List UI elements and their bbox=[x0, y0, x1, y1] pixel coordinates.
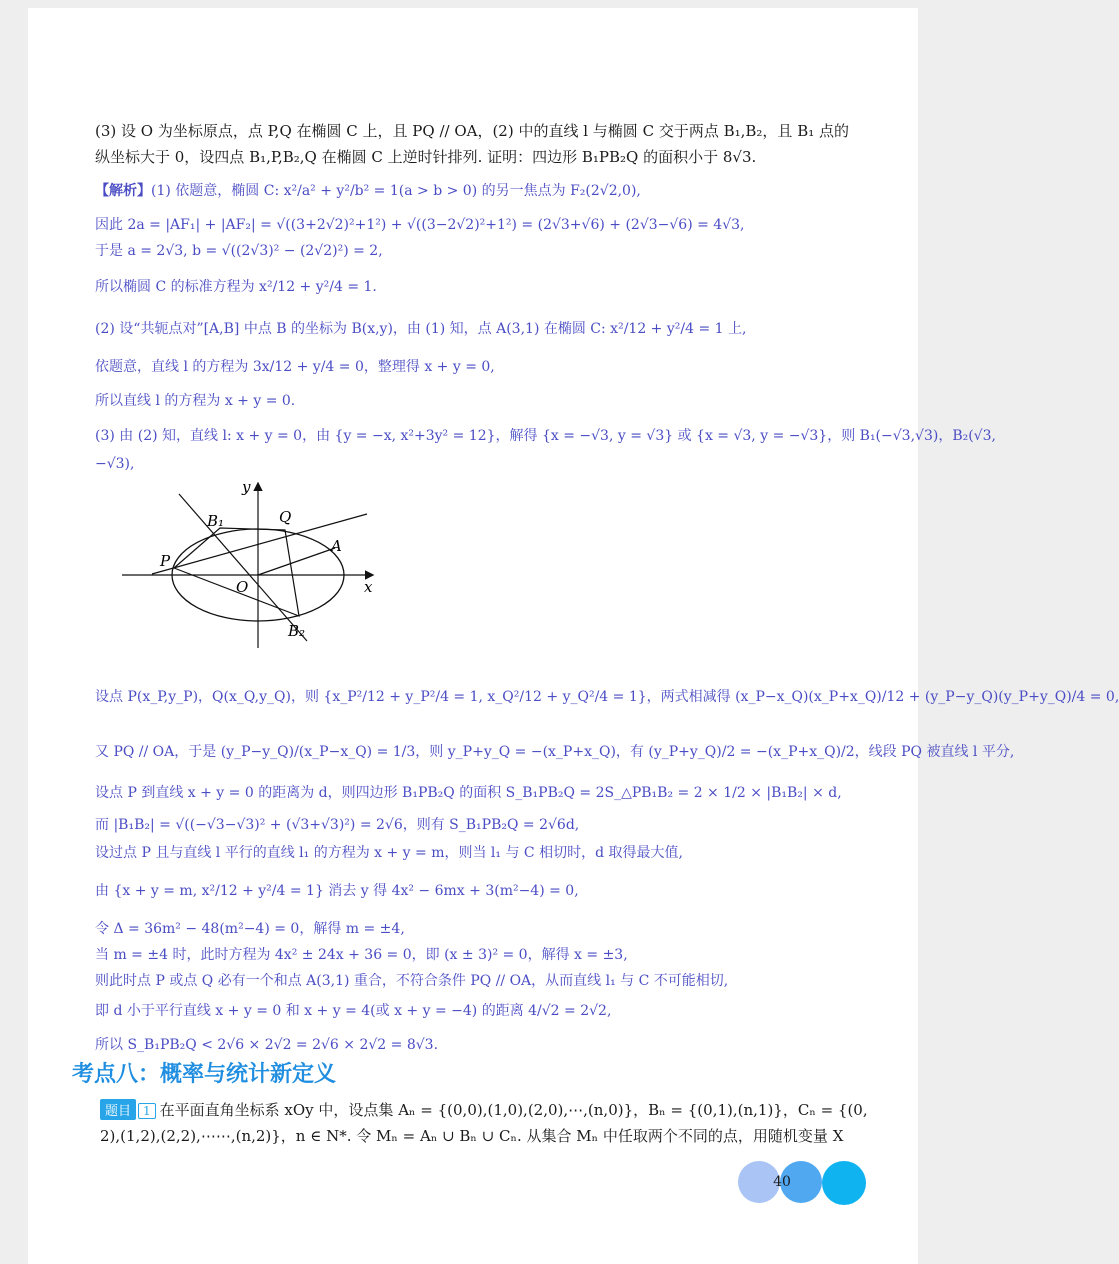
problem-line-1: (3) 设 O 为坐标原点，点 P,Q 在椭圆 C 上，且 PQ // OA，(2) 中的直线 l 与椭圆 C 交于两点 B₁,B₂，且 B₁ 点的 bbox=[95, 122, 849, 140]
label-b1: B₁ bbox=[207, 512, 225, 530]
solution-line-9: −√3), bbox=[95, 456, 135, 472]
solution-line-5: (2) 设“共轭点对”[A,B] 中点 B 的坐标为 B(x,y)，由 (1) 知，点 A(3,1) 在椭圆 C: x²/12 + y²/4 = 1 上, bbox=[95, 321, 747, 337]
label-q: Q bbox=[279, 508, 292, 526]
solution-line-12: 设点 P 到直线 x + y = 0 的距离为 d，则四边形 B₁PB₂Q 的面积 S_B₁PB₂Q = 2S_△PB₁B₂ = 2 × 1/2 × |B₁B₂| × d, bbox=[95, 785, 842, 801]
page-circle-right bbox=[822, 1161, 866, 1205]
label-b2: B₂ bbox=[288, 622, 306, 640]
label-a: A bbox=[331, 537, 342, 555]
question-line-1-text: 在平面直角坐标系 xOy 中，设点集 Aₙ = {(0,0),(1,0),(2,0),⋯,(n,0)}，Bₙ = {(0,1),(n,1)}，Cₙ = {(0, bbox=[159, 1101, 868, 1119]
solution-line-13: 而 |B₁B₂| = √((−√3−√3)² + (√3+√3)²) = 2√6，则有 S_B₁PB₂Q = 2√6d, bbox=[95, 817, 580, 833]
solution-line-4: 所以椭圆 C 的标准方程为 x²/12 + y²/4 = 1. bbox=[95, 279, 377, 295]
label-y: y bbox=[242, 478, 251, 496]
ellipse-figure bbox=[92, 476, 382, 661]
solution-line-14: 设过点 P 且与直线 l 平行的直线 l₁ 的方程为 x + y = m，则当 l₁ 与 C 相切时，d 取得最大值, bbox=[95, 845, 683, 861]
segment-oa bbox=[258, 548, 335, 575]
solution-line-16: 令 Δ = 36m² − 48(m²−4) = 0，解得 m = ±4, bbox=[95, 921, 405, 937]
solution-line-1 bbox=[95, 180, 885, 200]
problem-line-2: 纵坐标大于 0，设四点 B₁,P,B₂,Q 在椭圆 C 上逆时针排列. 证明：四边形 B₁PB₂Q 的面积小于 8√3. bbox=[95, 148, 757, 166]
analysis-tag: 【解析】 bbox=[95, 183, 151, 199]
solution-line-18: 则此时点 P 或点 Q 必有一个和点 A(3,1) 重合，不符合条件 PQ // OA，从而直线 l₁ 与 C 不可能相切, bbox=[95, 973, 729, 989]
solution-line-15: 由 {x + y = m, x²/12 + y²/4 = 1} 消去 y 得 4x² − 6mx + 3(m²−4) = 0, bbox=[95, 883, 579, 899]
solution-line-19: 即 d 小于平行直线 x + y = 0 和 x + y = 4(或 x + y = −4) 的距离 4/√2 = 2√2, bbox=[95, 1003, 612, 1019]
label-o: O bbox=[236, 578, 249, 596]
question-line-2: 2),(1,2),(2,2),⋯⋯,(n,2)}，n ∈ N*. 令 Mₙ = Aₙ ∪ Bₙ ∪ Cₙ. 从集合 Mₙ 中任取两个不同的点，用随机变量 X bbox=[100, 1127, 844, 1145]
section-heading: 考点八：概率与统计新定义 bbox=[72, 1062, 337, 1087]
solution-line-6: 依题意，直线 l 的方程为 3x/12 + y/4 = 0，整理得 x + y = 0, bbox=[95, 359, 495, 375]
solution-line-3: 于是 a = 2√3, b = √((2√3)² − (2√2)²) = 2, bbox=[95, 243, 383, 259]
label-p: P bbox=[160, 552, 171, 570]
quadrilateral-b1pb2q bbox=[174, 528, 299, 616]
solution-line-7: 所以直线 l 的方程为 x + y = 0. bbox=[95, 393, 296, 409]
solution-line-1-text: (1) 依题意，椭圆 C: x²/a² + y²/b² = 1(a > b > 0) 的另一焦点为 F₂(2√2,0), bbox=[151, 183, 641, 199]
question-line-1 bbox=[100, 1099, 885, 1120]
question-number: 1 bbox=[138, 1103, 156, 1119]
solution-line-11: 又 PQ // OA，于是 (y_P−y_Q)/(x_P−x_Q) = 1/3，则 y_P+y_Q = −(x_P+x_Q)，有 (y_P+y_Q)/2 = −(x_P+x_Q)/2，线段 PQ 被直线 l 平分, bbox=[95, 744, 1015, 760]
solution-line-10: 设点 P(x_P,y_P)，Q(x_Q,y_Q)，则 {x_P²/12 + y_P²/4 = 1, x_Q²/12 + y_Q²/4 = 1}，两式相减得 (x_P−x_Q)(x_P+x_Q)/12 + (y_P−y_Q)(y_P+y_Q)/4 = 0, bbox=[95, 689, 1119, 705]
question-badge: 题目 bbox=[100, 1099, 136, 1120]
solution-line-2: 因此 2a = |AF₁| + |AF₂| = √((3+2√2)²+1²) + √((3−2√2)²+1²) = (2√3+√6) + (2√3−√6) = 4√3, bbox=[95, 217, 745, 233]
label-x: x bbox=[364, 578, 373, 596]
solution-line-20: 所以 S_B₁PB₂Q < 2√6 × 2√2 = 2√6 × 2√2 = 8√3. bbox=[95, 1037, 439, 1053]
solution-line-17: 当 m = ±4 时，此时方程为 4x² ± 24x + 36 = 0，即 (x ± 3)² = 0，解得 x = ±3, bbox=[95, 947, 628, 963]
solution-line-8: (3) 由 (2) 知，直线 l: x + y = 0，由 {y = −x, x²+3y² = 12}，解得 {x = −√3, y = √3} 或 {x = √3, y = −√3}，则 B₁(−√3,√3)，B₂(√3, bbox=[95, 428, 996, 444]
page-number: 40 bbox=[773, 1174, 791, 1190]
